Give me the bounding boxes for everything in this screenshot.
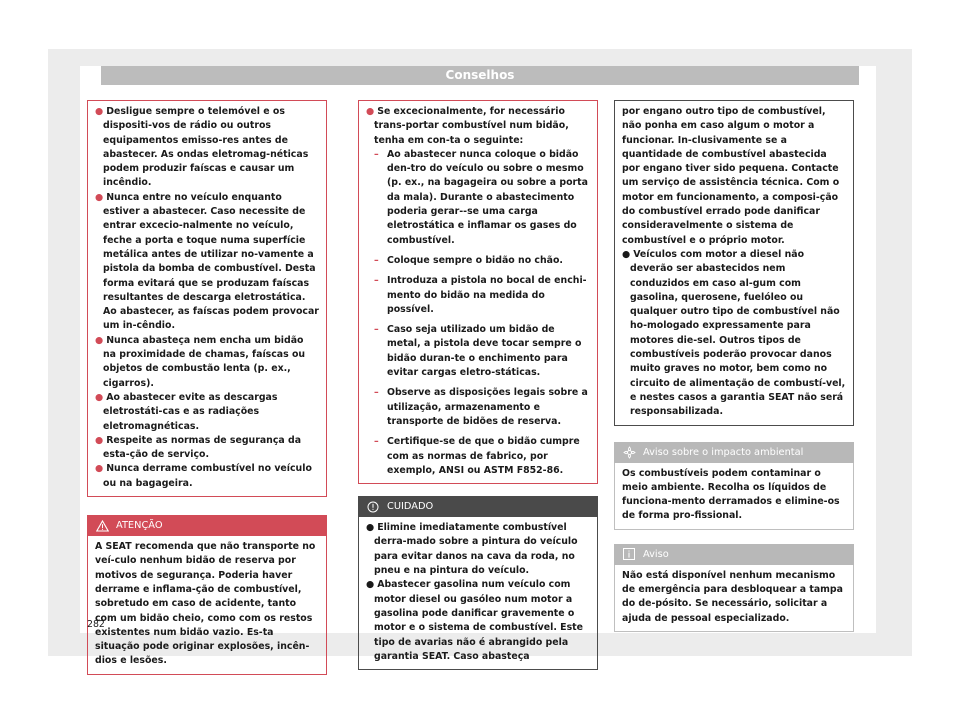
ambiente-text: Os combustíveis podem contaminar o meio ambiente. Recolha os líquidos de funciona-mento derramados e elimine-os de forma pro-fissional. [622,467,840,522]
atencao-text: A SEAT recomenda que não transporte no veí-culo nenhum bidão de reserva por motivos de segurança. Poderia haver derrame e inflama-ção de combustível, sobretudo em caso de acidente, tanto com um bidão cheio, como com os restos existentes num bidão vazio. Es-ta situação pode originar explosões, incên-dios e lesões. [95,541,316,667]
info-square-icon [622,547,636,561]
ambiente-box [614,463,854,530]
ambiente-header [614,442,854,463]
list-item: ● Nunca abasteça nem encha um bidão na proximidade de chamas, faíscas ou objetos de combustão lenta (p. ex., cigarros). [95,334,306,389]
cuidado-header [358,496,598,517]
list-item: ● Nunca entre no veículo enquanto estiver a abastecer. Caso necessite de entrar excecio-nalmente no veículo, feche a porta e toque numa superfície metálica antes de utilizar no-vamente a pistola da bomba de combustível. Desta forma evitará que se produzam faíscas resultantes de descarga eletrostática. Ao abastecer, as faíscas podem provocar um in-cêndio. [95,191,319,332]
column-2 [358,100,598,670]
list-item: ● Ao abastecer evite as descargas eletrostáti-cas e as radiações eletromagnéticas. [95,391,278,432]
aviso-text: Não está disponível nenhum mecanismo de emergência para desbloquear a tampa do de-pósito. Se necessário, solicitar a ajuda de pessoal especializado. [622,569,843,624]
cuidado-box [358,517,598,670]
bidao-box [358,100,598,484]
list-item: ● Se excecionalmente, for necessário trans-portar combustível num bidão, tenha em con-ta o seguinte: [366,106,569,146]
list-item: ● Elimine imediatamente combustível derra-mado sobre a pintura do veículo para evitar danos na cava da roda, no pneu e na pintura do veículo. [366,522,578,577]
aviso-header [614,544,854,565]
cuidado-continued-box [614,100,854,426]
ambiente-title: Aviso sobre o impacto ambiental [643,446,804,458]
dash-item: – Caso seja utilizado um bidão de metal, a pistola deve tocar sempre o bidão duran-te o enchimento para evitar cargas eletro-státicas. [374,324,582,379]
aviso-box [614,565,854,632]
warning-triangle-icon [95,519,109,533]
dash-item: – Coloque sempre o bidão no chão. [374,254,563,266]
atencao-header [87,515,327,536]
list-item: ● Veículos com motor a diesel não deverão ser abastecidos nem conduzidos em caso al-gum com gasolina, querosene, fuelóleo ou qualquer outro tipo de combustível não ho-mologado expressamente para motores die-sel. Outros tipos de combustíveis poderão provocar danos muito graves no motor, bem como no circuito de alimentação de combustí-vel, e nestes casos a garantia SEAT não será responsabilizada. [622,248,846,418]
leaf-environment-icon [622,445,636,459]
column-1 [87,100,327,675]
column-3 [614,100,854,632]
warning-bullets-box [87,100,327,497]
list-item: ● Desligue sempre o telemóvel e os dispositi-vos de rádio ou outros equipamentos emisso-res antes de abastecer. As ondas eletromag-néticas podem produzir faíscas e causar um incêndio. [95,106,309,189]
dash-item: – Ao abastecer nunca coloque o bidão den-tro do veículo ou sobre o mesmo (p. ex., na bagageira ou sobre a porta da mala). Durante o abastecimento poderia gerar--se uma carga eletrostática e inflamar os gases do combustível. [374,148,588,246]
aviso-title: Aviso [643,548,669,560]
list-item: ● Respeite as normas de segurança da esta-ção de serviço. [95,434,302,461]
atencao-title: ATENÇÃO [116,520,163,532]
info-circle-icon [366,500,380,514]
cuidado-title: CUIDADO [387,501,434,513]
atencao-box [87,536,327,675]
list-item: ● Abastecer gasolina num veículo com motor diesel ou gasóleo num motor a gasolina pode danificar gravemente o motor e o sistema de combustível. Este tipo de avarias não é abrangido pela garantia SEAT. Caso abasteça [366,579,584,662]
page-title: Conselhos [101,66,859,85]
page-number: 282 [87,619,105,630]
dash-item: – Introduza a pistola no bocal de enchi-mento do bidão na medida do possível. [374,275,587,315]
dash-item: – Observe as disposições legais sobre a utilização, armazenamento e transporte de bidões de reserva. [374,387,588,427]
dash-item: – Certifique-se de que o bidão cumpre com as normas de fabrico, por exemplo, ANSI ou ASTM F852-86. [374,436,580,476]
list-item: ● Nunca derrame combustível no veículo ou na bagageira. [95,463,312,489]
cuidado-continued-text: por engano outro tipo de combustível, não ponha em caso algum o motor a funcionar. In-clusivamente se a quantidade de combustível abastecida por engano tiver sido pequena. Contacte um serviço de assistência técnica. Com o motor em funcionamento, a composi-ção do combustível errado pode danificar consideravelmente o sistema de combustível e o próprio motor. [622,106,840,246]
